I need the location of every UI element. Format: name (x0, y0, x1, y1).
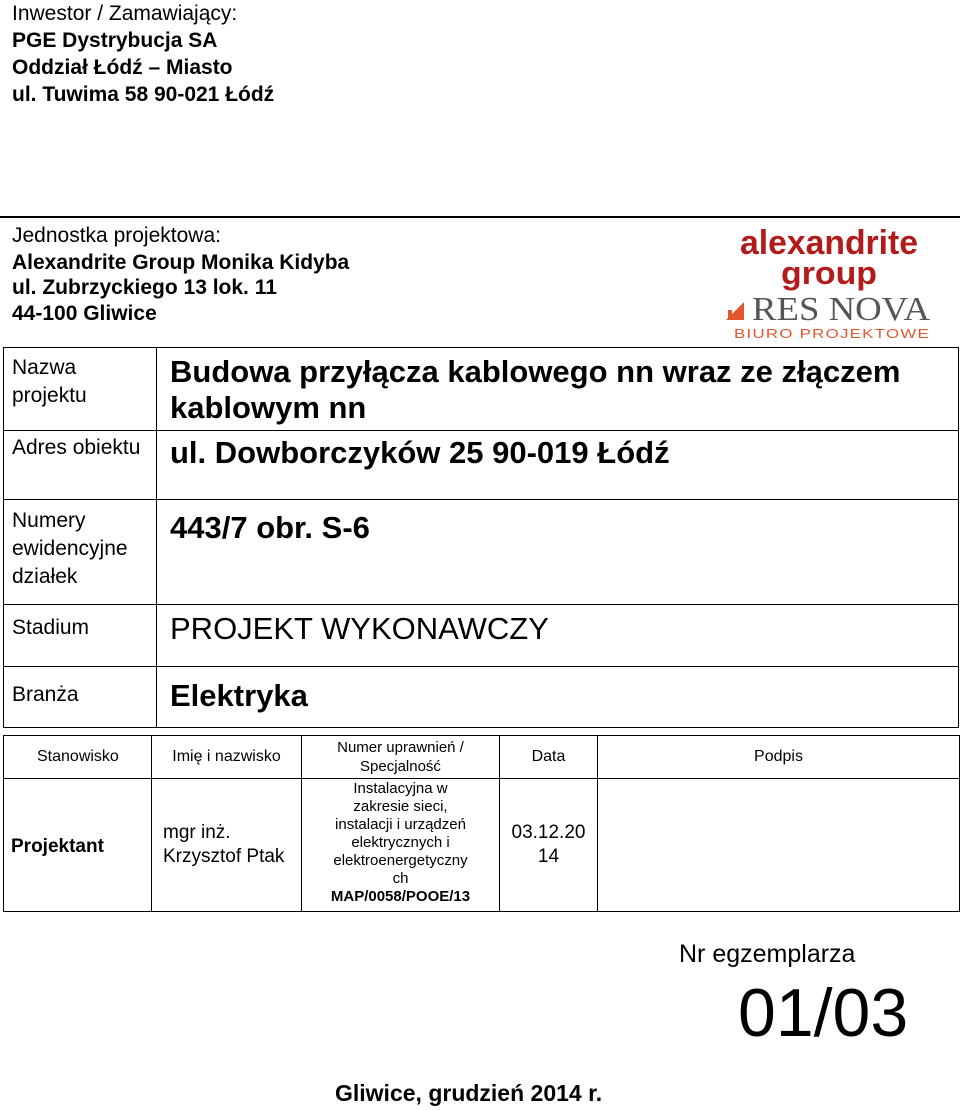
project-name-row (4, 348, 959, 431)
logo-line1: alexandrite (740, 224, 918, 262)
header-divider (0, 216, 960, 218)
license-line: instalacji i urządzeń (335, 816, 466, 833)
license-line: ch (392, 870, 409, 887)
license-line: Instalacyjna w (353, 780, 448, 797)
header-signature: Podpis (598, 736, 960, 779)
object-address-label: Adres obiektu (4, 431, 157, 500)
personnel-table (3, 735, 960, 912)
logo-line2: group (781, 255, 877, 291)
design-unit-city: 44-100 Gliwice (12, 302, 157, 325)
discipline-row (4, 667, 959, 728)
res-nova-mark-icon (726, 302, 744, 320)
project-info-table (3, 347, 959, 728)
header-name: Imię i nazwisko (152, 736, 302, 779)
investor-name: PGE Dystrybucja SA (12, 29, 218, 52)
personnel-date: 03.12.20 14 (500, 779, 598, 912)
design-unit-name: Alexandrite Group Monika Kidyba (12, 251, 350, 274)
license-line: elektroenergetyczny (333, 852, 468, 869)
discipline-label: Branża (4, 667, 157, 728)
company-logo (722, 222, 936, 342)
project-name-value: Budowa przyłącza kablowego nn wraz ze złączem kablowym nn (157, 348, 959, 431)
license-line: elektrycznych i (351, 834, 450, 851)
stage-value: PROJEKT WYKONAWCZY (157, 605, 959, 667)
personnel-name: mgr inż. Krzysztof Ptak (152, 779, 302, 912)
personnel-position: Projektant (4, 779, 152, 912)
header-license: Numer uprawnień / Specjalność (302, 736, 500, 779)
object-address-value: ul. Dowborczyków 25 90-019 Łódź (157, 431, 959, 500)
project-name-label: Nazwa projektu (4, 348, 157, 431)
design-unit-label: Jednostka projektowa: (12, 224, 221, 247)
license-line: zakresie sieci, (353, 798, 448, 815)
object-address-row (4, 431, 959, 500)
license-number: MAP/0058/POOE/13 (330, 888, 471, 905)
copy-number-label: Nr egzemplarza (679, 940, 856, 968)
personnel-row (4, 779, 960, 912)
investor-label: Inwestor / Zamawiający: (12, 2, 238, 25)
personnel-header-row (4, 736, 960, 779)
logo-line3: RES NOVA (752, 291, 931, 328)
header-position: Stanowisko (4, 736, 152, 779)
personnel-license (302, 779, 500, 912)
personnel-signature (598, 779, 960, 912)
investor-address: ul. Tuwima 58 90-021 Łódź (12, 83, 275, 106)
copy-number-value: 01/03 (738, 975, 909, 1051)
stage-row (4, 605, 959, 667)
logo-line4: BIURO PROJEKTOWE (734, 326, 930, 341)
parcel-numbers-label: Numery ewidencyjne działek (4, 500, 157, 605)
stage-label: Stadium (4, 605, 157, 667)
design-unit-street: ul. Zubrzyckiego 13 lok. 11 (12, 276, 277, 299)
place-date: Gliwice, grudzień 2014 r. (335, 1080, 603, 1106)
discipline-value: Elektryka (157, 667, 959, 728)
header-date: Data (500, 736, 598, 779)
parcel-numbers-row (4, 500, 959, 605)
parcel-numbers-value: 443/7 obr. S-6 (157, 500, 959, 605)
investor-branch: Oddział Łódź – Miasto (12, 56, 233, 79)
